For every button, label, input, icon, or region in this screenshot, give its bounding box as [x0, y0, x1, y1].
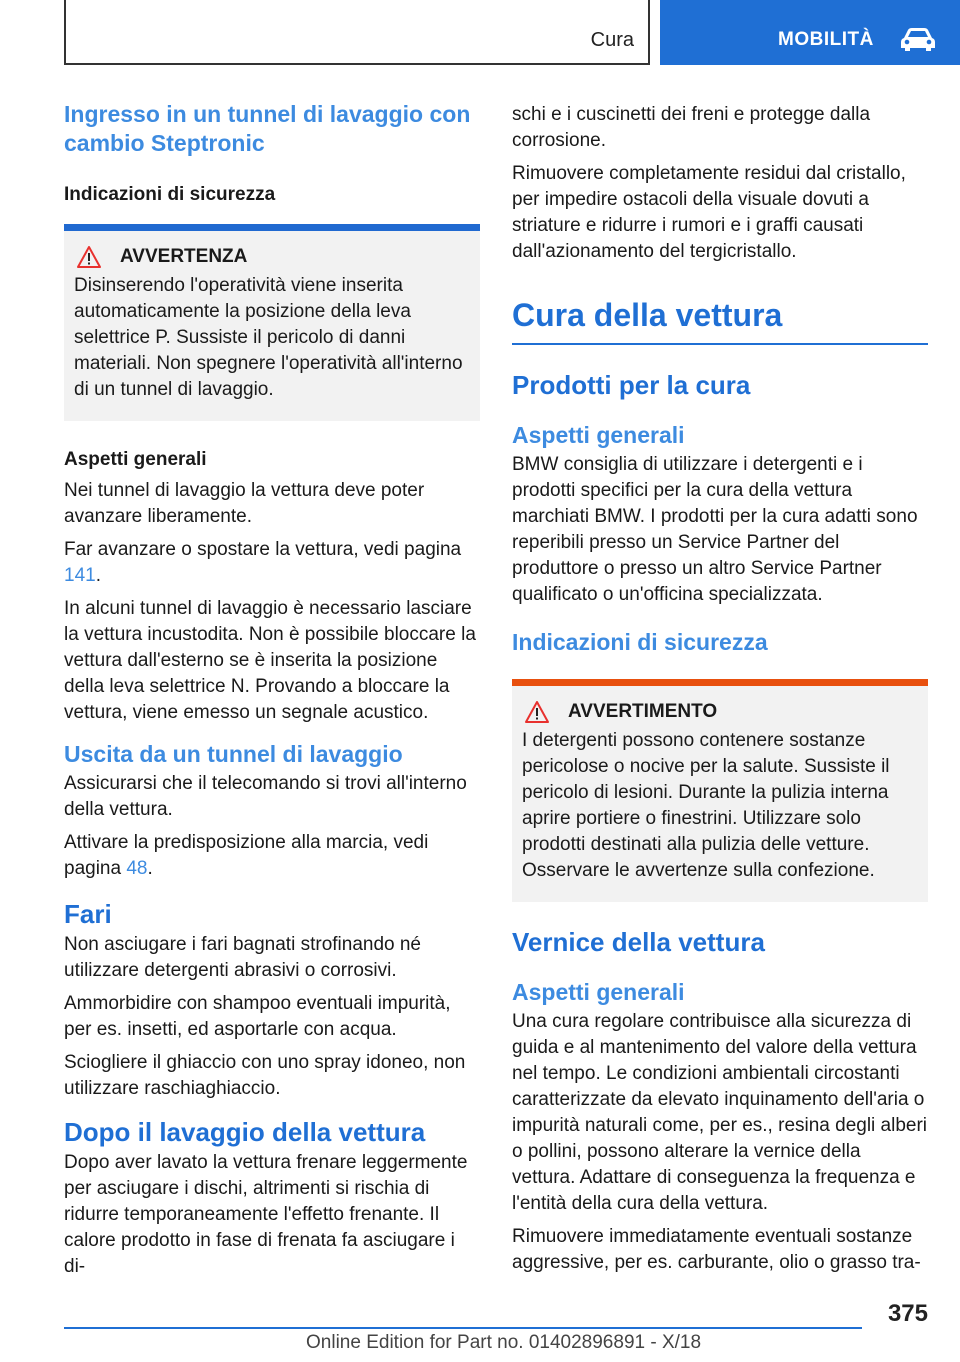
page-number: 375 [887, 1300, 928, 1327]
chapter-tab [660, 0, 960, 65]
heading-cura-vettura: Cura della vettura [512, 295, 928, 345]
subheading-safety: Indicazioni di sicurezza [64, 184, 276, 205]
paragraph: Dopo aver lavato la vettura frenare leggermente per asciugare i dischi, altrimenti si rischia di ridurre temporaneamente l'effetto frenante. Il calore prodotto in fase di frenata fa asciugare i di- [64, 1152, 468, 1277]
warning-text: Disinserendo l'operatività viene inserita automaticamente la posizione della leva selettrice P. Sussiste il pericolo di danni materiali. Non spegnere l'operatività all'interno di un tunnel di lavaggio. [74, 275, 463, 400]
paragraph: Ammorbidire con shampoo eventuali impurità, per es. insetti, ed asportarle con acqua. [64, 993, 451, 1040]
footer-divider [64, 1327, 862, 1329]
text: . [147, 858, 153, 879]
heading-steptronic: Ingresso in un tunnel di lavaggio con cambio Steptronic [64, 101, 471, 156]
warning-title-row [522, 700, 918, 724]
warning-triangle-icon [524, 700, 550, 724]
subheading-general: Aspetti generali [64, 449, 207, 470]
warning-title: AVVERTENZA [120, 246, 248, 267]
page-link[interactable]: 141 [64, 565, 96, 586]
paragraph: Rimuovere completamente residui dal cristallo, per impedire ostacoli della visuale dovuti a striature e ridurre i rumori e i graffi causati dall'azionamento del tergicristallo. [512, 163, 906, 262]
left-column [64, 100, 480, 1280]
heading-general: Aspetti generali [512, 422, 685, 448]
heading-prodotti: Prodotti per la cura [512, 370, 751, 400]
paragraph-with-link [64, 537, 480, 589]
paragraph-with-link [64, 830, 480, 882]
page-link[interactable]: 48 [126, 858, 148, 879]
car-icon [898, 26, 938, 52]
text: . [95, 565, 101, 586]
right-column [512, 100, 928, 1276]
footer-edition: Online Edition for Part no. 01402896891 - X/18 [306, 1332, 702, 1353]
paragraph: Rimuovere immediatamente eventuali sostanze aggressive, per es. carburante, olio o grasso tra- [512, 1226, 921, 1273]
header-section-box [64, 0, 650, 65]
warning-triangle-icon [76, 245, 102, 269]
heading-exit: Uscita da un tunnel di lavaggio [64, 741, 403, 767]
warning-title: AVVERTIMENTO [568, 701, 718, 722]
heading-general: Aspetti generali [512, 979, 685, 1005]
paragraph: Non asciugare i fari bagnati strofinando né utilizzare detergenti abrasivi o corrosivi. [64, 934, 422, 981]
warning-box [512, 679, 928, 902]
paragraph: Sciogliere il ghiaccio con uno spray idoneo, non utilizzare raschiaghiaccio. [64, 1052, 466, 1099]
header-section-title: Cura [590, 29, 634, 51]
paragraph: BMW consiglia di utilizzare i detergenti e i prodotti specifici per la cura della vettura marchiati BMW. I prodotti per la cura adatti sono reperibili presso un Service Partner del produttore o presso un altro Service Partner qualificato o un'officina specializzata. [512, 454, 918, 605]
warning-box [64, 224, 480, 421]
paragraph: schi e i cuscinetti dei freni e protegge dalla corrosione. [512, 104, 871, 151]
paragraph: Assicurarsi che il telecomando si trovi all'interno della vettura. [64, 773, 467, 820]
chapter-tab-label: MOBILITÀ [778, 29, 874, 50]
heading-vernice: Vernice della vettura [512, 927, 765, 957]
text: Far avanzare o spostare la vettura, vedi pagina [64, 539, 462, 560]
page-header [0, 0, 960, 68]
paragraph: Una cura regolare contribuisce alla sicurezza di guida e al mantenimento del valore della vettura nel tempo. Le condizioni ambientali circostanti caratterizzate da elevato inquinamento dell'aria o impurità naturali come, per es., resina degli alberi o pollini, possono alterare la vernice della vettura. Adattare di conseguenza la frequenza e l'entità della cura della vettura. [512, 1011, 928, 1214]
heading-safety: Indicazioni di sicurezza [512, 629, 768, 655]
paragraph: Nei tunnel di lavaggio la vettura deve poter avanzare liberamente. [64, 480, 425, 527]
warning-title-row [74, 245, 470, 269]
text: Attivare la predisposizione alla marcia, vedi pagina [64, 832, 429, 879]
paragraph: In alcuni tunnel di lavaggio è necessario lasciare la vettura incustodita. Non è possibile bloccare la vettura dall'esterno se è inserita la posizione della leva selettrice N. Provando a bloccare la vettura, viene emesso un segnale acustico. [64, 598, 476, 723]
heading-after-wash: Dopo il lavaggio della vettura [64, 1117, 426, 1147]
heading-fari: Fari [64, 899, 112, 929]
warning-text: I detergenti possono contenere sostanze pericolose o nocive per la salute. Sussiste il pericolo di lesioni. Durante la pulizia interna aprire portiere o finestrini. Utilizzare solo prodotti destinati alla pulizia delle vetture. Osservare le avvertenze sulla confezione. [522, 730, 890, 881]
